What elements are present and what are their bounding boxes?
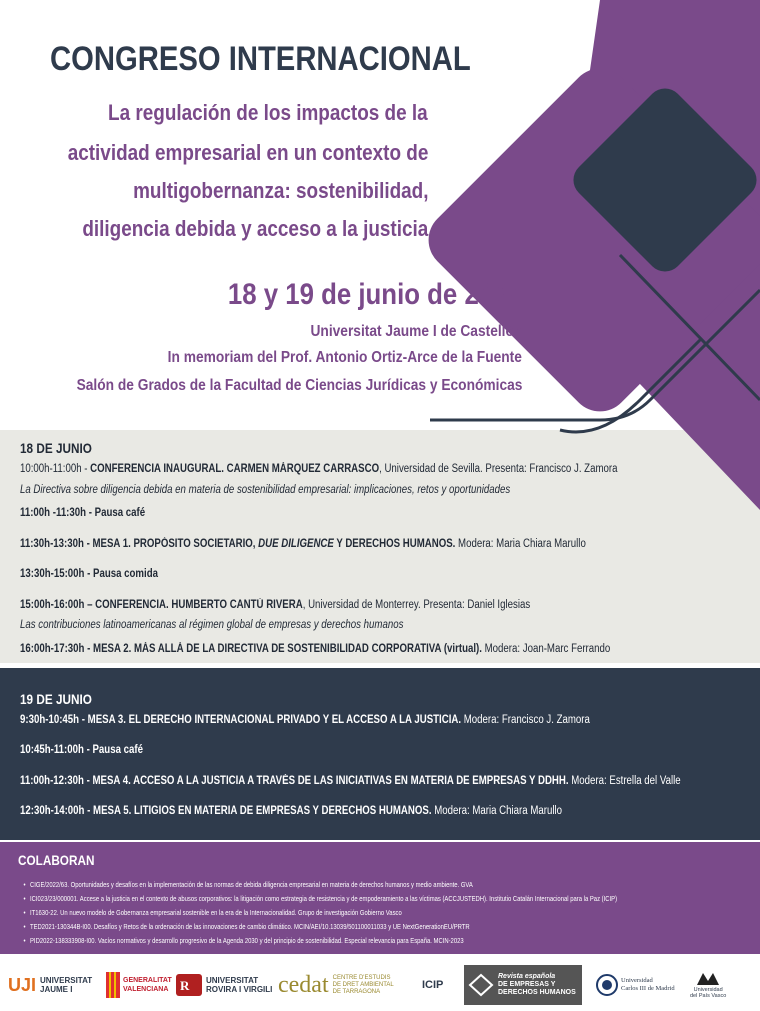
gva-flag-icon bbox=[106, 972, 120, 998]
collaborators-heading: COLABORAN bbox=[18, 852, 95, 868]
program-item: 13:30h-15:00h - Pausa comida bbox=[20, 568, 158, 580]
uji-logo: UJI UNIVERSITAT JAUME I bbox=[8, 974, 93, 995]
program-item-description: Las contribuciones latinoamericanas al régimen global de empresas y derechos humanos bbox=[20, 619, 404, 631]
subtitle-line-1: La regulación de los impactos de la bbox=[108, 100, 428, 125]
uc3m-logo: Universidad Carlos III de Madrid bbox=[596, 965, 675, 1005]
program-item-description: La Directiva sobre diligencia debida en materia de sostenibilidad empresarial: implicaciones, retos y oportunidades bbox=[20, 484, 511, 496]
memoriam-line: In memoriam del Prof. Antonio Ortiz-Arce de la Fuente bbox=[167, 349, 522, 366]
event-date: 18 y 19 de junio de 2024 bbox=[228, 278, 522, 311]
page-title: CONGRESO INTERNACIONAL bbox=[50, 40, 471, 78]
collaborator-item: • ICI023/23/000001. Accese a la justicia en el contexto de abusos corporativos: la litigación como estrategia de resistencia y de empoderamiento a las víctimas (ACCJUSTEDH). Institutio Catalán Internacional para la Paz (ICIP) bbox=[30, 894, 617, 903]
subtitle-line-4: diligencia debida y acceso a la justicia bbox=[82, 216, 428, 241]
gva-logo: GENERALITAT VALENCIANA bbox=[106, 965, 172, 1005]
svg-text:R: R bbox=[180, 978, 190, 993]
subtitle-line-3: multigobernanza: sostenibilidad, bbox=[132, 178, 428, 203]
program-item: 11:00h -11:30h - Pausa café bbox=[20, 507, 146, 519]
program-item: 10:00h-11:00h - CONFERENCIA INAUGURAL. CARMEN MÁRQUEZ CARRASCO, Universidad de Sevilla. Presenta: Francisco J. Zamora bbox=[20, 463, 618, 475]
revista-emblem-icon bbox=[468, 973, 494, 997]
urv-logo: R UNIVERSITAT ROVIRA I VIRGILI bbox=[176, 965, 272, 1005]
uji-mark: UJI bbox=[8, 974, 37, 995]
subtitle-line-2: actividad empresarial en un contexto de bbox=[67, 140, 428, 165]
collaborator-item: • IT1630-22. Un nuevo modelo de Gobernanza empresarial sostenible en la era de la Internacionalidad. Grupo de investigación Gobierno Vasco bbox=[30, 908, 402, 917]
collaborator-item: • TED2021-130344B-I00. Desafíos y Retos de la ordenación de las innovaciones de cambio climático. MCIN/AEI/10.13039/501100011033 y UE NextGenerationEU/PRTR bbox=[30, 922, 470, 931]
uc3m-seal-icon bbox=[596, 974, 618, 996]
program-item: 9:30h-10:45h - MESA 3. EL DERECHO INTERNACIONAL PRIVADO Y EL ACCESO A LA JUSTICIA. Modera: Francisco J. Zamora bbox=[20, 714, 590, 726]
day1-heading: 18 DE JUNIO bbox=[20, 440, 92, 456]
upv-logo: Universidad del País Vasco bbox=[690, 965, 726, 1005]
collaborator-item: • CIGE/2022/63. Oportunidades y desafíos en la implementación de las normas de debida diligencia empresarial en materia de derechos humanos y medio ambiente. GVA bbox=[30, 880, 473, 889]
day2-heading: 19 DE JUNIO bbox=[20, 691, 92, 707]
cedat-logo: cedat CENTRE D'ESTUDIS DE DRET AMBIENTAL DE TARRAGONA bbox=[278, 971, 394, 998]
collaborator-item: • PID2022-138333908-I00. Vacíos normativos y desarrollo progresivo de la Agenda 2030 y del principio de sostenibilidad. Especial relevancia para España. MCIN-2023 bbox=[30, 936, 464, 945]
program-item: 10:45h-11:00h - Pausa café bbox=[20, 744, 143, 756]
revista-logo: Revista española DE EMPRESAS Y DERECHOS HUMANOS bbox=[464, 965, 582, 1005]
program-item: 11:30h-13:30h - MESA 1. PROPÓSITO SOCIETARIO, DUE DILIGENCE Y DERECHOS HUMANOS. Modera: Maria Chiara Marullo bbox=[20, 538, 586, 550]
program-item: 15:00h-16:00h – CONFERENCIA. HUMBERTO CANTÚ RIVERA, Universidad de Monterrey. Presenta: Daniel Iglesias bbox=[20, 599, 531, 611]
urv-emblem-icon bbox=[176, 974, 202, 996]
room-line: Salón de Grados de la Facultad de Ciencias Jurídicas y Económicas bbox=[76, 377, 522, 394]
program-item: 11:00h-12:30h - MESA 4. ACCESO A LA JUSTICIA A TRAVÉS DE LAS INICIATIVAS EN MATERIA DE EMPRESAS Y DDHH. Modera: Estrella del Valle bbox=[20, 775, 681, 787]
logo-strip bbox=[0, 955, 760, 1011]
venue-line: Universitat Jaume I de Castellón bbox=[310, 323, 522, 340]
program-item: 12:30h-14:00h - MESA 5. LITIGIOS EN MATERIA DE EMPRESAS Y DERECHOS HUMANOS. Modera: Maria Chiara Marullo bbox=[20, 805, 562, 817]
icip-logo: ICIP bbox=[422, 979, 444, 991]
upv-emblem-icon bbox=[695, 971, 721, 987]
program-item: 16:00h-17:30h - MESA 2. MÁS ALLÁ DE LA DIRECTIVA DE SOSTENIBILIDAD CORPORATIVA (virtual). Modera: Joan-Marc Ferrando bbox=[20, 643, 611, 655]
